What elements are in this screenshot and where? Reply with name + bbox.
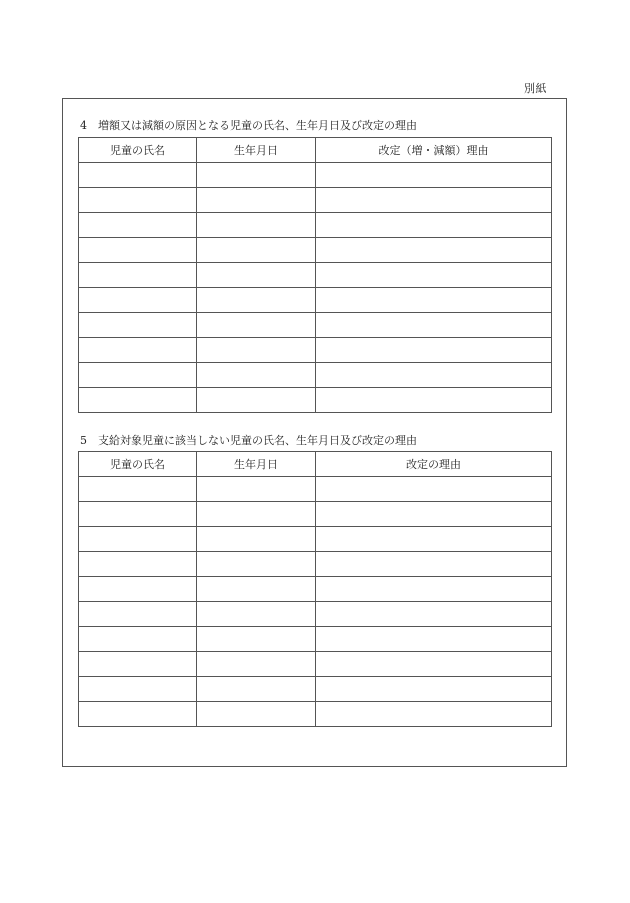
section-5-table: [78, 451, 552, 727]
reason-cell[interactable]: [316, 677, 552, 702]
section-4-table: [78, 137, 552, 413]
column-header-child-name: 児童の氏名: [79, 452, 197, 477]
section-5-body: [79, 477, 552, 727]
child-name-cell[interactable]: [79, 213, 197, 238]
reason-cell[interactable]: [316, 188, 552, 213]
birthdate-cell[interactable]: [197, 552, 316, 577]
reason-cell[interactable]: [316, 702, 552, 727]
section-4-number: 4: [80, 119, 87, 132]
table-row: [79, 677, 552, 702]
column-header-birthdate: 生年月日: [197, 138, 316, 163]
table-row: [79, 263, 552, 288]
reason-cell[interactable]: [316, 338, 552, 363]
child-name-cell[interactable]: [79, 388, 197, 413]
table-row: [79, 188, 552, 213]
birthdate-cell[interactable]: [197, 388, 316, 413]
reason-cell[interactable]: [316, 552, 552, 577]
birthdate-cell[interactable]: [197, 238, 316, 263]
column-header-reason: 改定の理由: [316, 452, 552, 477]
reason-cell[interactable]: [316, 288, 552, 313]
table-row: [79, 363, 552, 388]
birthdate-cell[interactable]: [197, 263, 316, 288]
reason-cell[interactable]: [316, 527, 552, 552]
table-row: [79, 213, 552, 238]
column-header-birthdate: 生年月日: [197, 452, 316, 477]
section-5-heading: [80, 432, 417, 448]
birthdate-cell[interactable]: [197, 602, 316, 627]
reason-cell[interactable]: [316, 213, 552, 238]
birthdate-cell[interactable]: [197, 338, 316, 363]
column-header-child-name: 児童の氏名: [79, 138, 197, 163]
table-row: [79, 163, 552, 188]
table-row: [79, 288, 552, 313]
birthdate-cell[interactable]: [197, 627, 316, 652]
child-name-cell[interactable]: [79, 238, 197, 263]
reason-cell[interactable]: [316, 477, 552, 502]
birthdate-cell[interactable]: [197, 502, 316, 527]
child-name-cell[interactable]: [79, 677, 197, 702]
table-row: [79, 502, 552, 527]
table-header-row: [79, 138, 552, 163]
reason-cell[interactable]: [316, 363, 552, 388]
child-name-cell[interactable]: [79, 338, 197, 363]
table-row: [79, 238, 552, 263]
reason-cell[interactable]: [316, 163, 552, 188]
child-name-cell[interactable]: [79, 502, 197, 527]
birthdate-cell[interactable]: [197, 213, 316, 238]
section-4-body: [79, 163, 552, 413]
child-name-cell[interactable]: [79, 602, 197, 627]
child-name-cell[interactable]: [79, 288, 197, 313]
birthdate-cell[interactable]: [197, 577, 316, 602]
table-row: [79, 313, 552, 338]
child-name-cell[interactable]: [79, 627, 197, 652]
table-row: [79, 527, 552, 552]
table-row: [79, 627, 552, 652]
reason-cell[interactable]: [316, 577, 552, 602]
section-5-number: 5: [80, 434, 87, 447]
child-name-cell[interactable]: [79, 263, 197, 288]
table-row: [79, 552, 552, 577]
section-4-title: 増額又は減額の原因となる児童の氏名、生年月日及び改定の理由: [98, 119, 417, 132]
table-row: [79, 702, 552, 727]
reason-cell[interactable]: [316, 238, 552, 263]
table-row: [79, 652, 552, 677]
birthdate-cell[interactable]: [197, 477, 316, 502]
birthdate-cell[interactable]: [197, 188, 316, 213]
birthdate-cell[interactable]: [197, 702, 316, 727]
table-header-row: [79, 452, 552, 477]
reason-cell[interactable]: [316, 652, 552, 677]
child-name-cell[interactable]: [79, 577, 197, 602]
reason-cell[interactable]: [316, 263, 552, 288]
birthdate-cell[interactable]: [197, 652, 316, 677]
birthdate-cell[interactable]: [197, 288, 316, 313]
column-header-reason: 改定（増・減額）理由: [316, 138, 552, 163]
section-4-heading: [80, 117, 417, 133]
table-row: [79, 477, 552, 502]
reason-cell[interactable]: [316, 388, 552, 413]
table-row: [79, 338, 552, 363]
birthdate-cell[interactable]: [197, 313, 316, 338]
child-name-cell[interactable]: [79, 477, 197, 502]
table-row: [79, 388, 552, 413]
birthdate-cell[interactable]: [197, 527, 316, 552]
child-name-cell[interactable]: [79, 702, 197, 727]
child-name-cell[interactable]: [79, 652, 197, 677]
birthdate-cell[interactable]: [197, 677, 316, 702]
child-name-cell[interactable]: [79, 552, 197, 577]
child-name-cell[interactable]: [79, 313, 197, 338]
birthdate-cell[interactable]: [197, 163, 316, 188]
table-row: [79, 577, 552, 602]
birthdate-cell[interactable]: [197, 363, 316, 388]
reason-cell[interactable]: [316, 602, 552, 627]
reason-cell[interactable]: [316, 313, 552, 338]
reason-cell[interactable]: [316, 627, 552, 652]
child-name-cell[interactable]: [79, 527, 197, 552]
attachment-label: 別紙: [524, 82, 547, 95]
section-5-title: 支給対象児童に該当しない児童の氏名、生年月日及び改定の理由: [98, 434, 417, 447]
table-row: [79, 602, 552, 627]
child-name-cell[interactable]: [79, 363, 197, 388]
child-name-cell[interactable]: [79, 163, 197, 188]
child-name-cell[interactable]: [79, 188, 197, 213]
reason-cell[interactable]: [316, 502, 552, 527]
